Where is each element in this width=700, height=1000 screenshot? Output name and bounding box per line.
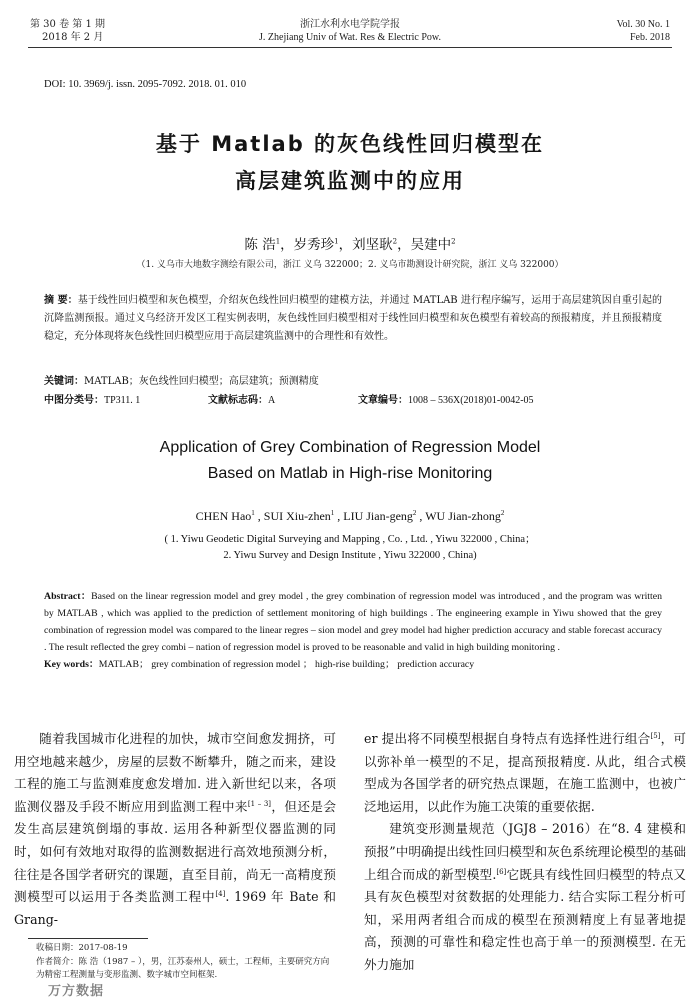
body-left-column (14, 728, 336, 931)
author-en-sup: 2 (500, 509, 505, 517)
footnote-rule (28, 938, 148, 939)
header-rule (28, 47, 672, 48)
abstract-en (44, 588, 662, 673)
header-volume-issue: 第 30 卷 第 1 期 (30, 19, 105, 30)
header-journal (0, 18, 700, 44)
title-en-line1: Application of Grey Combination of Regression Model (159, 439, 541, 456)
body-text: . 1969 年 Bate 和 Grang- (14, 889, 337, 927)
abstract-cn (44, 292, 662, 346)
author-cn-sup: 1 (334, 237, 339, 246)
author-en-name: LIU Jian-geng (343, 509, 413, 523)
article-no-field (358, 393, 534, 409)
body-text: ，可以弥补单一模型的不足，提高预报精度. 从此，组合式模型成为各国学者的研究热点课题，在施工监测中，也被广泛地运用，以此作为施工决策的重要依据. (364, 731, 687, 814)
keywords-en-label: Key words： (44, 659, 99, 670)
author-en-name: WU Jian-zhong (425, 509, 501, 523)
keywords-cn-text: MATLAB；灰色线性回归模型；高层建筑；预测精度 (84, 376, 319, 387)
keywords-en-text: MATLAB； grey combination of regression model ； high-rise building； prediction accuracy (98, 659, 475, 670)
author-cn-name: 岁秀珍 (293, 237, 335, 253)
body-text: ，但还是会发生高层建筑倒塌的事故. 运用各种新型仪器监测的同时，如何有效地对取得的监测数据进行高效地预测分析，往往是各国学者研究的课题，直至目前，尚无一高精度预测模型可以运用于各类监测工程中 (14, 798, 337, 905)
author-cn-name: 陈 浩 (244, 237, 276, 253)
abstract-en-text: Based on the linear regression model and grey model , the grey combination of regression model was introduced , and the program was written by MATLAB , which was applied to the prediction of settlement monitoring of high buildings . The engineering example in Yiwu showed that the grey combination of regression model was compared to the linear regres – sion model and grey model had higher prediction accuracy and stable forecast accuracy . The result reflected the grey combi – nation of regression model is proved to be reasonable and valid in high building monitoring . (44, 591, 662, 653)
keywords-cn (44, 374, 662, 390)
citation: [6] (496, 867, 507, 876)
header-journal-cn: 浙江水利水电学院学报 (300, 19, 400, 30)
doi: DOI: 10. 3969/j. issn. 2095-7092. 2018. 01. 010 (44, 79, 247, 90)
footnote-received: 收稿日期：2017-08-19 (36, 943, 128, 953)
citation: [4] (215, 889, 226, 898)
affiliation-en-line2: 2. Yiwu Survey and Design Institute , Yiwu 322000 , China) (223, 550, 477, 561)
body-paragraph (364, 728, 686, 818)
header-date-en: Feb. 2018 (630, 32, 670, 43)
body-text: 它既具有线性回归模型的特点又具有灰色模型对贫数据的处理能力. 结合实际工程分析可知，采用两者组合而成的模型在预测精度上有显著地提高，预测的可靠性和稳定性也高于单一的预测模型. 在无外力施加 (364, 866, 686, 972)
citation: [1 – 3] (247, 799, 272, 808)
body-right-column (364, 728, 686, 977)
author-en-sup: 1 (251, 509, 255, 517)
keywords-cn-label: 关键词： (44, 376, 84, 387)
citation: [5] (650, 731, 661, 740)
body-paragraph (14, 728, 336, 931)
body-text: er 提出将不同模型根据自身特点有选择性进行组合 (364, 731, 651, 746)
author-cn-sup: 2 (451, 237, 456, 246)
watermark-logo: 万方数据 (48, 984, 105, 999)
doc-code-label: 文献标志码： (208, 395, 268, 406)
affiliation-en-line1: ( 1. Yiwu Geodetic Digital Surveying and Mapping , Co. , Ltd. , Yiwu 322000 , China； (164, 534, 536, 545)
title-cn-line2: 高层建筑监测中的应用 (235, 169, 465, 193)
authors-cn: 陈 浩$^1$，岁秀珍$^1$，刘坚耿$^2$，吴建中$^2$ (244, 237, 456, 253)
body-text: 建筑变形测量规范（JGJ8 – 2016）在“8. 4 建模和预报”中明确提出线性回归模型和灰色系统理论模型的基础上组合而成的新型模型. (364, 821, 686, 882)
article-no-value: 1008 – 536X(2018)01-0042-05 (408, 395, 534, 406)
authors-en: CHEN Hao$^1$ , SUI Xiu-zhen$^1$ , LIU Jian-geng$^2$ , WU Jian-zhong$^2$ (195, 509, 505, 523)
author-cn-name: 吴建中 (410, 237, 452, 253)
footnote-author: 作者简介：陈 浩（1987 – ），男，江苏泰州人，硕士，工程师，主要研究方向为精密工程测量与变形监测、数字城市空间框架. (36, 957, 330, 980)
clc-value: TP311. 1 (104, 395, 141, 406)
author-en-sup: 1 (330, 509, 335, 517)
author-en-sup: 2 (412, 509, 417, 517)
body-paragraph (364, 818, 686, 976)
doc-code-value: A (268, 395, 276, 406)
keywords-en (44, 656, 662, 673)
affiliation-cn: （1. 义乌市大地数字测绘有限公司，浙江 义乌 322000；2. 义乌市勘测设计研究院，浙江 义乌 322000） (136, 260, 564, 270)
author-en-name: SUI Xiu-zhen (263, 509, 331, 523)
author-cn-name: 刘坚耿 (352, 237, 393, 253)
article-no-label: 文章编号： (358, 395, 408, 406)
body-text: 随着我国城市化进程的加快，城市空间愈发拥挤，可用空地越来越少，房屋的层数不断攀升，随之而来，建设工程的施工与监测难度愈发增加. 进入新世纪以来，各项监测仪器及手段不断应用到监测工程中来 (14, 731, 336, 814)
author-cn-sup: 2 (392, 237, 398, 246)
clc-field (44, 393, 140, 409)
doc-code-field (208, 393, 275, 409)
abstract-cn-label: 摘 要： (44, 295, 78, 306)
title-en-line2: Based on Matlab in High-rise Monitoring (207, 465, 493, 482)
abstract-en-label: Abstract： (44, 591, 92, 602)
header-vol-no: Vol. 30 No. 1 (616, 19, 670, 30)
title-en (0, 435, 700, 487)
header-journal-en: J. Zhejiang Univ of Wat. Res & Electric Pow. (259, 32, 441, 43)
header-volume-en (617, 18, 670, 44)
author-en-name: CHEN Hao (195, 509, 252, 523)
author-cn-sup: 1 (275, 237, 281, 246)
abstract-cn-text: 基于线性回归模型和灰色模型，介绍灰色线性回归模型的建模方法，并通过 MATLAB 进行程序编写，运用于高层建筑因自重引起的沉降监测预报。通过义乌经济开发区工程实例表明，灰色线性回归模型相对于线性回归模型和灰色模型有着较高的预报精度，并且预报精度稳定，充分体现将灰色线性回归模型应用于高层建筑监测中的合理性和有效性。 (44, 295, 662, 342)
title-cn-line1: 基于 Matlab 的灰色线性回归模型在 (155, 132, 545, 156)
clc-label: 中图分类号： (44, 395, 104, 406)
header-date-cn: 2018 年 2 月 (42, 32, 104, 43)
